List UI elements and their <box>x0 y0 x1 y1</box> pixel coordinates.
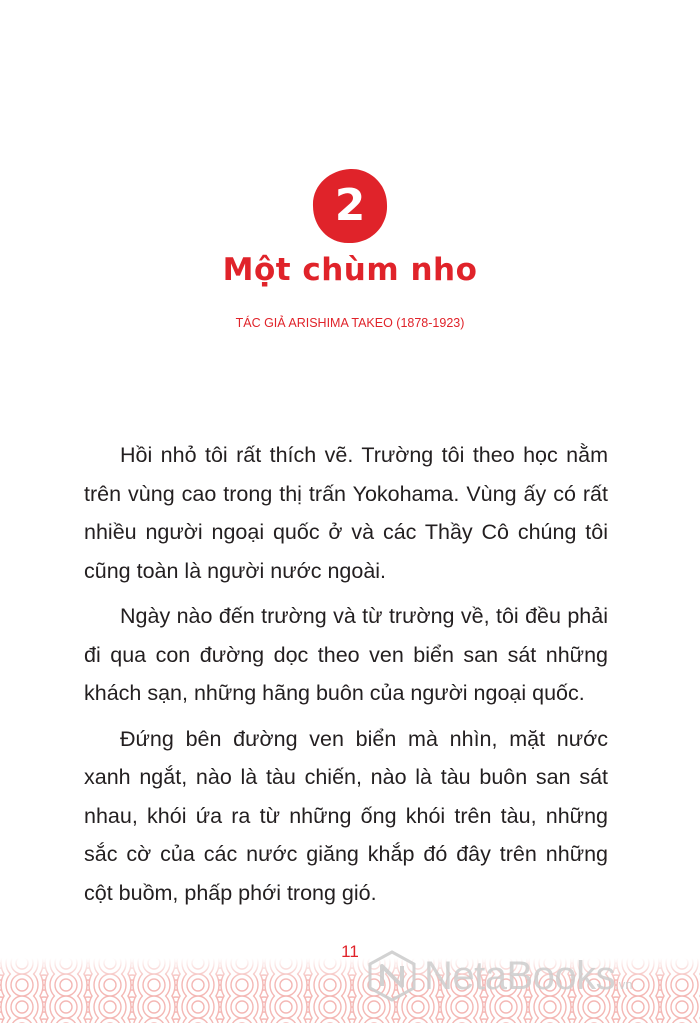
chapter-title: Một chùm nho <box>222 252 478 288</box>
chapter-badge <box>311 167 389 245</box>
body-text <box>84 436 608 919</box>
chapter-author: TÁC GIẢ ARISHIMA TAKEO (1878-1923) <box>235 316 465 330</box>
watermark-brand: NetaBooks <box>424 954 616 998</box>
watermark <box>366 950 686 1006</box>
watermark-suffix: .vn <box>615 977 633 992</box>
paragraph: Đứng bên đường ven biển mà nhìn, mặt nước xanh ngắt, nào là tàu chiến, nào là tàu buôn san sát nhau, khói ứa ra từ những ống khói trên tàu, những sắc cờ của các nước giăng khắp đó đây trên những cột buồm, phấp phới trong gió. <box>84 726 608 905</box>
paragraph: Ngày nào đến trường và từ trường về, tôi đều phải đi qua con đường dọc theo ven biển san sát những khách sạn, những hãng buôn của người ngoại quốc. <box>84 604 608 705</box>
netabooks-n-logo-icon <box>366 950 418 1002</box>
page-number: 11 <box>341 942 359 961</box>
watermark-text <box>424 954 633 999</box>
paragraph: Hồi nhỏ tôi rất thích vẽ. Trường tôi theo học nằm trên vùng cao trong thị trấn Yokohama. Vùng ấy có rất nhiều người ngoại quốc ở và các Thầy Cô chúng tôi cũng toàn là người nước ngoài. <box>84 443 608 583</box>
chapter-number: 2 <box>334 180 366 231</box>
